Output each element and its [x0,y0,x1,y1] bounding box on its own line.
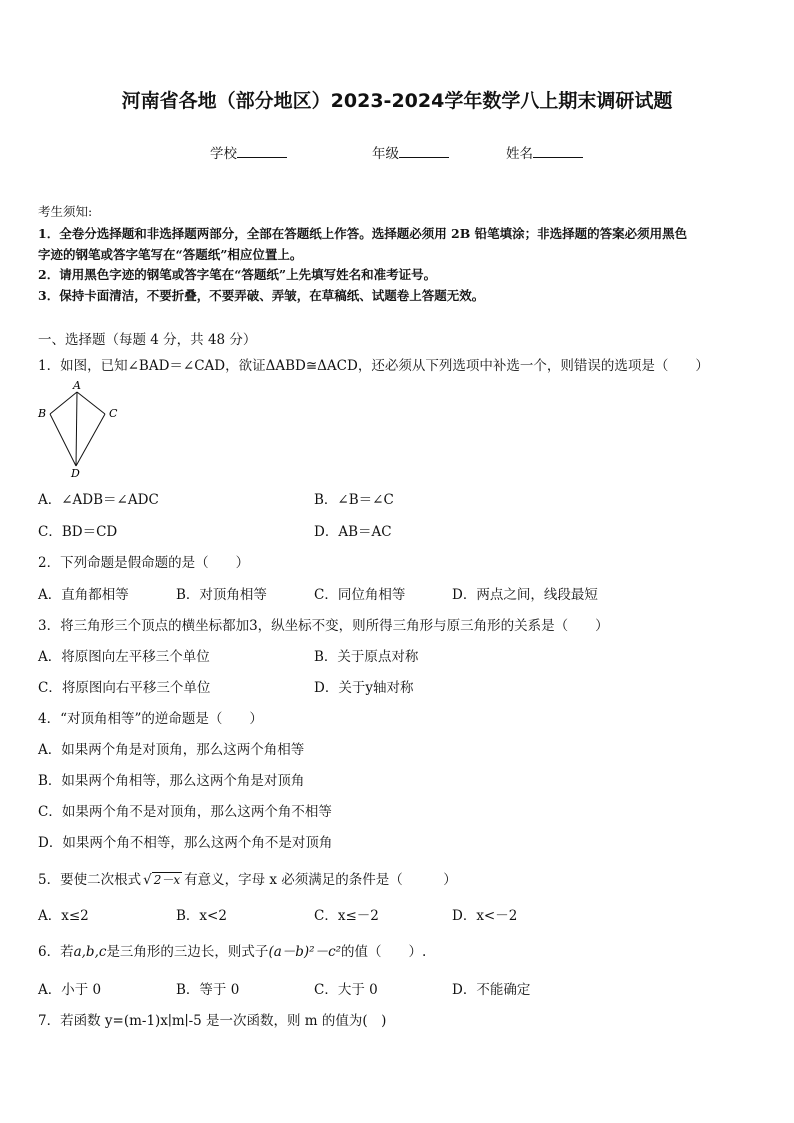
q1-option-d: D．AB＝AC [314,524,392,540]
school-field [210,142,287,162]
name-label: 姓名 [506,146,533,162]
notice-heading: 考生须知: [38,204,93,219]
q7-stem: 7．若函数 y=(m-1)x∣m∣-5 是一次函数，则 m 的值为( ) [38,1013,387,1029]
q5-stem-post: 有意义，字母 x 必须满足的条件是（ ） [184,872,457,888]
q6-stem-post: 的值（ ）. [341,944,427,960]
q5-option-b: B．x<2 [176,908,227,924]
q5-option-d: D．x<－2 [452,908,518,924]
q3-option-b: B．关于原点对称 [314,649,419,665]
q4-option-a: A．如果两个角是对顶角，那么这两个角相等 [38,742,305,758]
q4-stem: 4．“对顶角相等”的逆命题是（ ） [38,711,263,727]
q1-option-b: B．∠B＝∠C [314,492,394,508]
section-heading: 一、选择题（每题 4 分，共 48 分） [38,332,257,348]
grade-label: 年级 [372,146,399,162]
q6-stem-mid: 是三角形的三边长，则式子 [106,944,269,960]
school-blank [237,145,287,158]
q3-option-d: D．关于y轴对称 [314,680,414,696]
page-title: 河南省各地（部分地区）2023-2024学年数学八上期末调研试题 [121,90,673,112]
q2-stem: 2．下列命题是假命题的是（ ） [38,555,250,571]
q6-expression: (a－b)²－c² [268,944,342,960]
q6-option-d: D．不能确定 [452,982,531,998]
notice-item-3: 3．保持卡面清洁，不要折叠，不要弄破、弄皱，在草稿纸、试题卷上答题无效。 [38,288,485,303]
sqrt-expression [141,871,184,888]
radicand: 2－x [153,873,181,887]
q1-option-a: A．∠ADB＝∠ADC [38,492,159,508]
q3-stem: 3．将三角形三个顶点的横坐标都加3，纵坐标不变，则所得三角形与原三角形的关系是（ ） [38,618,609,634]
q6-option-b: B．等于 0 [176,982,240,998]
name-field [506,142,583,162]
q5-option-c: C．x≤－2 [314,908,379,924]
q1-stem: 1．如图，已知∠BAD＝∠CAD，欲证ΔABD≅ΔACD，还必须从下列选项中补选一个，则错误的选项是（ ） [38,358,709,374]
q5-stem [38,868,457,888]
q2-option-b: B．对顶角相等 [176,587,267,603]
label-a: A [73,380,81,392]
q1-option-c: C．BD＝CD [38,524,118,540]
q2-option-c: C．同位角相等 [314,587,406,603]
label-d: D [71,467,80,480]
q5-option-a: A．x≤2 [38,908,89,924]
q4-option-d: D．如果两个角不相等，那么这两个角不是对顶角 [38,835,333,851]
q2-option-a: A．直角都相等 [38,587,129,603]
radical-sign: √ [143,872,152,888]
notice-item-2: 2．请用黑色字迹的钢笔或答字笔在“答题纸”上先填写姓名和准考证号。 [38,267,437,282]
q4-option-c: C．如果两个角不是对顶角，那么这两个角不相等 [38,804,332,820]
q2-option-d: D．两点之间，线段最短 [452,587,598,603]
q6-vars: a,b,c [73,944,107,960]
q6-stem-pre: 6．若 [38,944,74,960]
school-label: 学校 [210,146,237,162]
notice-item-1-cont: 字迹的钢笔或答字笔写在“答题纸”相应位置上。 [38,247,303,262]
q3-option-a: A．将原图向左平移三个单位 [38,649,210,665]
q5-stem-pre: 5．要使二次根式 [38,872,142,888]
name-blank [533,145,583,158]
notice-item-1: 1．全卷分选择题和非选择题两部分，全部在答题纸上作答。选择题必须用 2B 铅笔填涂；非选择题的答案必须用黑色 [38,226,688,241]
label-b: B [38,407,47,420]
q3-option-c: C．将原图向右平移三个单位 [38,680,211,696]
grade-blank [399,145,449,158]
label-c: C [109,407,118,420]
q6-option-a: A．小于 0 [38,982,102,998]
q4-option-b: B．如果两个角相等，那么这两个角是对顶角 [38,773,305,789]
kite-figure [36,380,126,480]
q6-stem [38,940,426,960]
q6-option-c: C．大于 0 [314,982,378,998]
grade-field [372,142,449,162]
